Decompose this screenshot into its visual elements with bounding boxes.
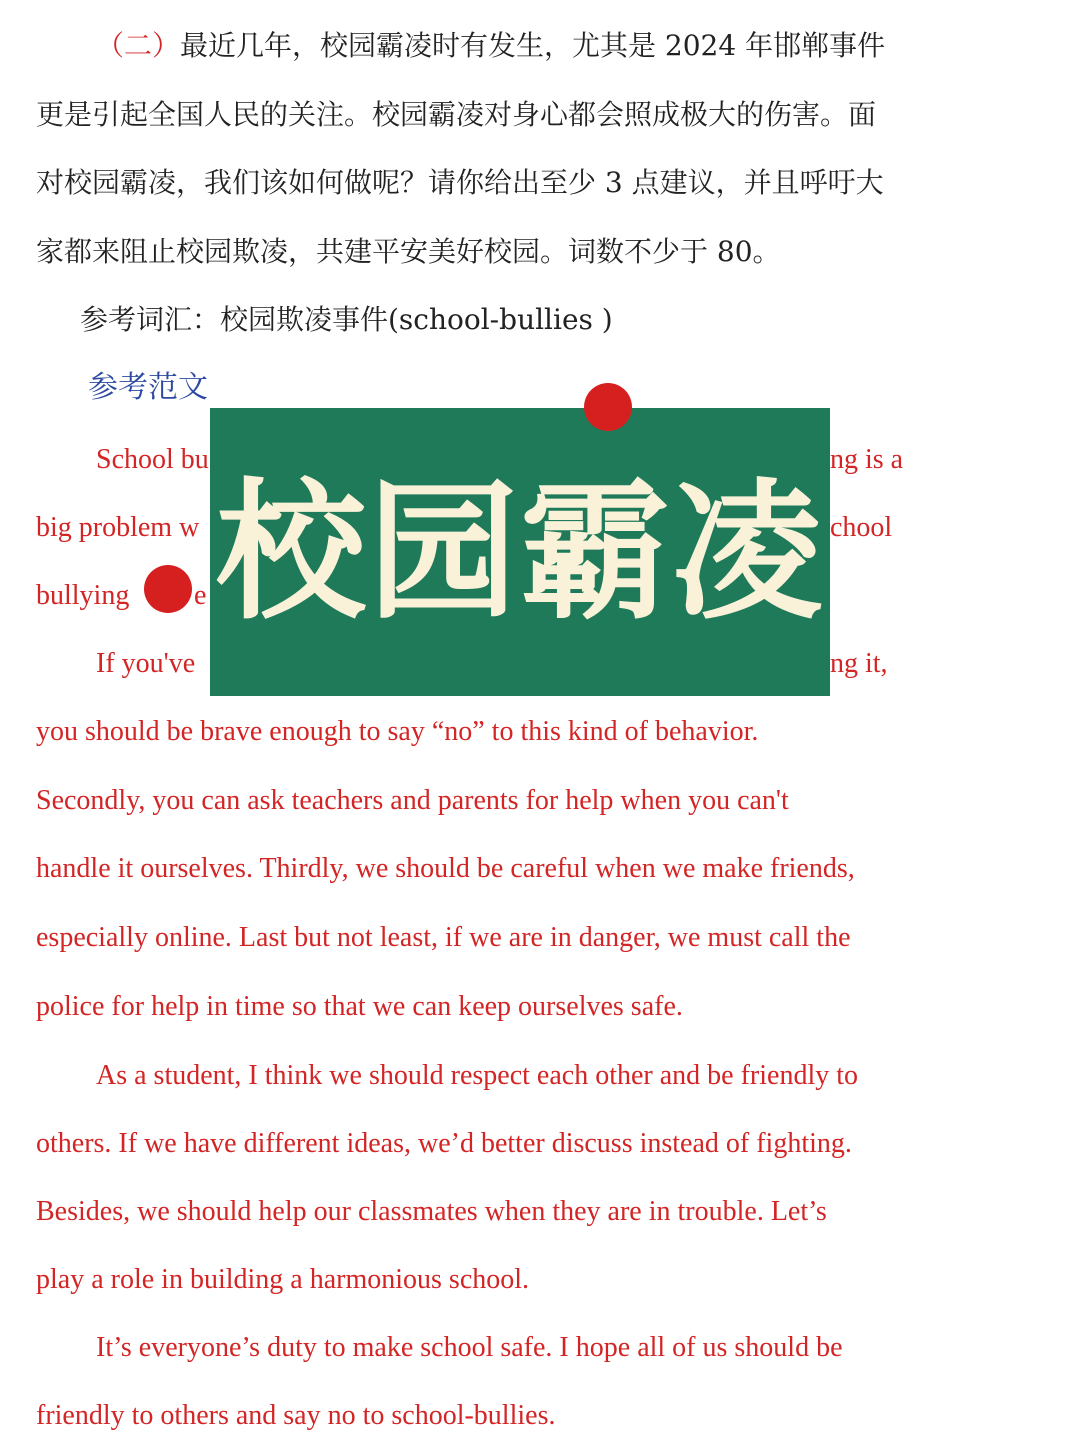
essay-line-6: Secondly, you can ask teachers and parents for help when you can't [36,785,789,816]
vocabulary-line: 参考词汇：校园欺凌事件(school-bullies ) [80,303,613,336]
essay-line-4-right: ng it, [830,648,888,679]
question-prefix: （二） [96,29,181,62]
essay-line-1-left: School bu [96,444,209,475]
red-dot-left [144,565,192,613]
essay-line-13: play a role in building a harmonious school. [36,1264,530,1295]
essay-line-7: handle it ourselves. Thirdly, we should be careful when we make friends, [36,853,855,884]
essay-line-11: others. If we have different ideas, we’d better discuss instead of fighting. [36,1128,852,1159]
essay-line-2-left: big problem w [36,512,200,543]
essay-line-1-right: ng is a [830,444,904,475]
question-line-4: 家都来阻止校园欺凌，共建平安美好校园。词数不少于 80。 [36,235,781,268]
question-line-3: 对校园霸凌，我们该如何做呢？请你给出至少 3 点建议，并且呼吁大 [36,166,884,199]
essay-line-9: police for help in time so that we can keep ourselves safe. [36,991,683,1022]
reference-heading: 参考范文 [88,370,208,405]
essay-line-8: especially online. Last but not least, if we are in danger, we must call the [36,922,851,953]
essay-line-10: As a student, I think we should respect each other and be friendly to [96,1060,859,1091]
essay-line-4-left: If you've [96,648,196,679]
red-dot-top [584,383,632,431]
title-banner [210,408,830,696]
essay-line-3-left: bullying [36,580,130,611]
essay-line-5: you should be brave enough to say “no” to this kind of behavior. [36,716,759,747]
essay-line-3-frag: e [194,580,207,611]
question-line-2: 更是引起全国人民的关注。校园霸凌对身心都会照成极大的伤害。面 [36,98,877,131]
question-text: 最近几年，校园霸凌时有发生，尤其是 2024 年邯郸事件 [180,29,886,62]
question-line-1 [96,28,885,64]
essay-line-12: Besides, we should help our classmates when they are in trouble. Let’s [36,1196,827,1227]
banner-title: 校园霸凌 [215,464,824,640]
essay-line-14: It’s everyone’s duty to make school safe. I hope all of us should be [96,1332,843,1363]
essay-line-15: friendly to others and say no to school-bullies. [36,1400,556,1431]
essay-line-2-right: chool [830,512,893,543]
